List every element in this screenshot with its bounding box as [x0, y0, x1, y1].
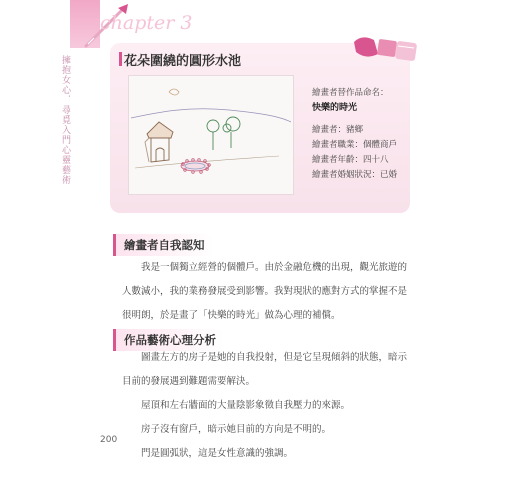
- paragraph-line: 門是圓弧狀，這是女性意識的強調。: [141, 448, 294, 459]
- artwork-drawing: [128, 75, 294, 195]
- chapter-label: chapter 3: [100, 12, 193, 34]
- artist-marital-status: 繪畫者婚姻狀況：已婚: [312, 170, 398, 180]
- artwork-title: 花朵圍繞的圓形水池: [124, 54, 242, 69]
- sun-scribble: [169, 89, 179, 95]
- artist-name: 繪畫者：豬鄉: [312, 125, 364, 135]
- paragraph-line: 圖畫左方的房子是她的自我投射，但是它呈現傾斜的狀態，暗示: [141, 352, 408, 363]
- paragraph-line: 房子沒有窗戶，暗示她目前的方向是不明的。: [141, 424, 332, 435]
- paragraph-line: 很明朗，於是畫了「快樂的時光」做為心理的補償。: [122, 310, 341, 321]
- artist-info: [312, 86, 397, 183]
- section-heading-art-analysis: 作品藝術心理分析: [113, 329, 224, 351]
- paragraph-line: 屋頂和左右牆面的大量陰影象徵自我壓力的來源。: [141, 400, 351, 411]
- artwork-given-name: 快樂的時光: [312, 103, 358, 113]
- artist-age: 繪畫者年齡：四十八: [312, 155, 389, 165]
- side-running-title: 擁抱女心．尋覓入門心靈藝術: [60, 55, 70, 185]
- round-pond: [181, 159, 210, 174]
- section-self-perception-text: [122, 256, 407, 328]
- paragraph-line: 人數減小，我的業務發展受到影響。我對現狀的應對方式的掌握不是: [122, 286, 408, 297]
- house: [145, 122, 173, 162]
- section-heading-self-perception: 繪畫者自我認知: [113, 234, 213, 256]
- page-number: 200: [100, 435, 118, 445]
- tree-left: [207, 120, 219, 150]
- title-label: 繪畫者替作品命名：: [312, 88, 389, 98]
- title-accent-bar: [119, 52, 122, 66]
- paragraph-line: 我是一個獨立經營的個體戶。由於金融危機的出現，觀光旅遊的: [141, 262, 408, 273]
- paragraph-line: 目前的發展遇到難題需要解決。: [122, 376, 256, 387]
- section-art-analysis-text: [122, 346, 407, 466]
- artist-occupation: 繪畫者職業：個體商戶: [312, 140, 398, 150]
- tree-right: [223, 117, 240, 148]
- lipstick-icon: [352, 30, 422, 66]
